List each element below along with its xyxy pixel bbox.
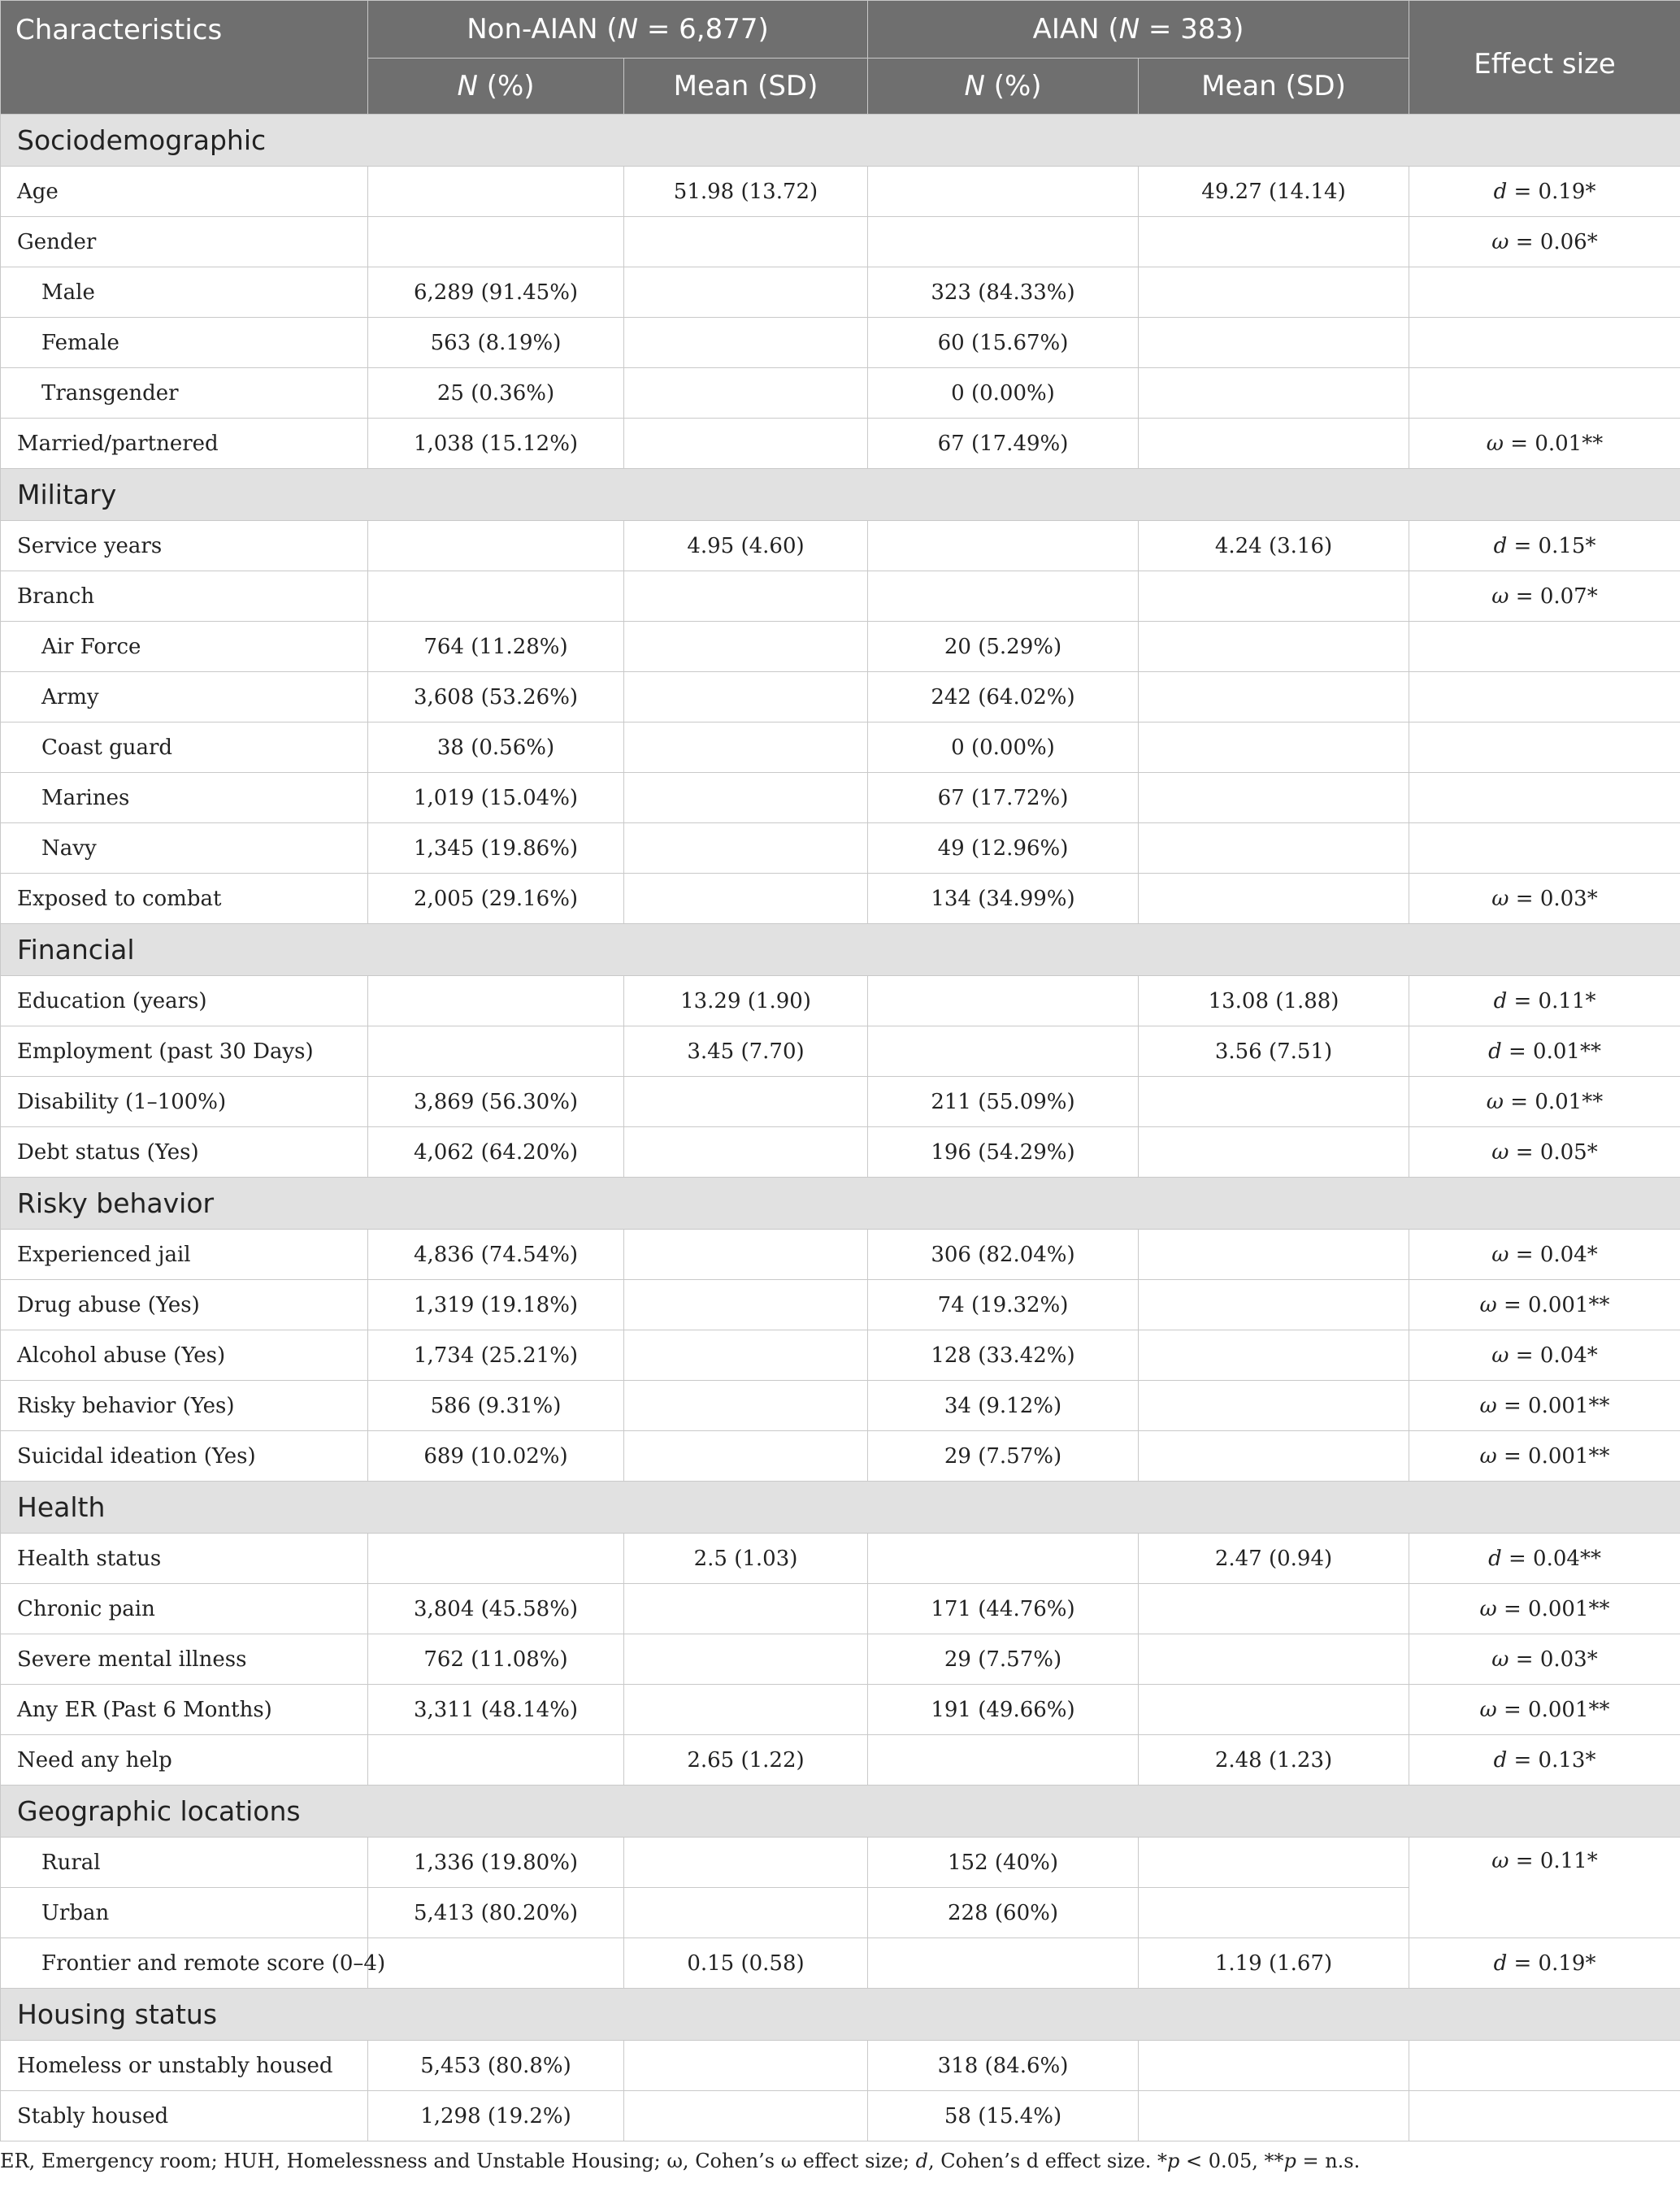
row-label: Homeless or unstably housed <box>1 2041 368 2091</box>
non-aian-n-pct-cell: 2,005 (29.16%) <box>368 874 624 924</box>
aian-mean-sd-cell <box>1139 874 1409 924</box>
aian-mean-sd-cell <box>1139 419 1409 469</box>
row-label: Stably housed <box>1 2091 368 2141</box>
row-label: Gender <box>1 217 368 267</box>
table-row <box>1 1381 1680 1431</box>
non-aian-mean-sd-cell <box>624 823 868 874</box>
section-title: Risky behavior <box>1 1178 1680 1230</box>
aian-mean-sd-cell: 3.56 (7.51) <box>1139 1026 1409 1077</box>
aian-n-pct-cell: 58 (15.4%) <box>868 2091 1139 2141</box>
non-aian-mean-sd-cell <box>624 1127 868 1178</box>
effect-size-cell <box>1409 217 1680 267</box>
effect-symbol: ω <box>1479 1443 1497 1469</box>
aian-mean-sd-cell <box>1139 1127 1409 1178</box>
row-label: Branch <box>1 571 368 622</box>
row-label: Suicidal ideation (Yes) <box>1 1431 368 1482</box>
aian-n-pct-cell <box>868 521 1139 571</box>
effect-size-cell <box>1409 1230 1680 1280</box>
effect-size-cell <box>1409 976 1680 1026</box>
row-label: Air Force <box>1 622 368 672</box>
non-aian-n-pct-cell: 1,345 (19.86%) <box>368 823 624 874</box>
effect-size-cell <box>1409 1431 1680 1482</box>
aian-mean-sd-cell <box>1139 2041 1409 2091</box>
table-row <box>1 1330 1680 1381</box>
effect-size-cell <box>1409 1584 1680 1634</box>
aian-mean-sd-cell <box>1139 217 1409 267</box>
effect-value: = 0.001** <box>1496 1443 1610 1469</box>
row-label: Drug abuse (Yes) <box>1 1280 368 1330</box>
section-title: Geographic locations <box>1 1786 1680 1838</box>
non-aian-mean-sd-cell <box>624 571 868 622</box>
aian-n-pct-cell <box>868 167 1139 217</box>
aian-mean-sd-cell <box>1139 2091 1409 2141</box>
aian-mean-sd-cell <box>1139 1838 1409 1888</box>
effect-symbol: ω <box>1491 1647 1509 1672</box>
section-title: Health <box>1 1482 1680 1534</box>
effect-value: = 0.01** <box>1501 1039 1601 1064</box>
row-label: Frontier and remote score (0–4) <box>1 1938 368 1989</box>
effect-value: = 0.07* <box>1509 584 1598 609</box>
table-row <box>1 419 1680 469</box>
aian-n-pct-cell: 128 (33.42%) <box>868 1330 1139 1381</box>
effect-size-cell <box>1409 1685 1680 1735</box>
non-aian-n-pct-cell <box>368 571 624 622</box>
effect-size-cell <box>1409 1938 1680 1989</box>
non-aian-mean-sd-cell <box>624 1584 868 1634</box>
aian-n-pct-cell: 0 (0.00%) <box>868 722 1139 773</box>
effect-symbol: d <box>1488 1039 1502 1064</box>
section-row <box>1 924 1680 976</box>
non-aian-n-pct-cell: 3,311 (48.14%) <box>368 1685 624 1735</box>
effect-symbol: ω <box>1486 1089 1504 1114</box>
effect-symbol: ω <box>1479 1697 1497 1722</box>
aian-n-pct-cell <box>868 1534 1139 1584</box>
effect-size-cell <box>1409 2091 1680 2141</box>
aian-mean-sd-cell: 2.48 (1.23) <box>1139 1735 1409 1786</box>
aian-mean-sd-cell <box>1139 672 1409 722</box>
effect-value: = 0.001** <box>1496 1596 1610 1621</box>
non-aian-n-pct-cell: 1,019 (15.04%) <box>368 773 624 823</box>
effect-value: = 0.001** <box>1496 1697 1610 1722</box>
effect-size-cell <box>1409 1330 1680 1381</box>
effect-size-cell <box>1409 368 1680 419</box>
non-aian-n-pct-cell: 1,038 (15.12%) <box>368 419 624 469</box>
table-row <box>1 571 1680 622</box>
table-row <box>1 2091 1680 2141</box>
aian-n-pct-cell: 49 (12.96%) <box>868 823 1139 874</box>
effect-size-cell <box>1409 622 1680 672</box>
non-aian-mean-sd-cell: 2.65 (1.22) <box>624 1735 868 1786</box>
non-aian-mean-sd-cell <box>624 1330 868 1381</box>
effect-size-cell <box>1409 1838 1680 1938</box>
aian-mean-sd-cell <box>1139 368 1409 419</box>
header-effect-size: Effect size <box>1409 1 1680 115</box>
aian-mean-sd-cell <box>1139 1584 1409 1634</box>
effect-symbol: ω <box>1491 1139 1509 1165</box>
effect-size-cell <box>1409 672 1680 722</box>
header-non-aian: Non-AIAN (N = 6,877) <box>368 1 868 59</box>
effect-value: = 0.15* <box>1507 533 1596 558</box>
row-label: Debt status (Yes) <box>1 1127 368 1178</box>
header-aian: AIAN (N = 383) <box>868 1 1409 59</box>
non-aian-n-pct-cell <box>368 976 624 1026</box>
table-row <box>1 1735 1680 1786</box>
table-row <box>1 874 1680 924</box>
effect-symbol: d <box>1493 533 1508 558</box>
row-label: Health status <box>1 1534 368 1584</box>
row-label: Any ER (Past 6 Months) <box>1 1685 368 1735</box>
aian-mean-sd-cell <box>1139 267 1409 318</box>
effect-value: = 0.11* <box>1507 988 1596 1013</box>
section-title: Financial <box>1 924 1680 976</box>
table-row <box>1 368 1680 419</box>
non-aian-mean-sd-cell: 13.29 (1.90) <box>624 976 868 1026</box>
effect-symbol: ω <box>1491 229 1509 254</box>
row-label: Service years <box>1 521 368 571</box>
non-aian-n-pct-cell: 1,734 (25.21%) <box>368 1330 624 1381</box>
non-aian-n-pct-cell <box>368 1534 624 1584</box>
aian-mean-sd-cell <box>1139 622 1409 672</box>
table-row <box>1 823 1680 874</box>
section-row <box>1 1178 1680 1230</box>
aian-n-pct-cell <box>868 1026 1139 1077</box>
non-aian-mean-sd-cell <box>624 368 868 419</box>
non-aian-mean-sd-cell <box>624 1077 868 1127</box>
non-aian-n-pct-cell: 3,804 (45.58%) <box>368 1584 624 1634</box>
non-aian-n-pct-cell <box>368 521 624 571</box>
table-body <box>1 115 1680 2141</box>
aian-n-pct-cell: 60 (15.67%) <box>868 318 1139 368</box>
effect-value: = 0.19* <box>1507 179 1596 204</box>
effect-value: = 0.01** <box>1504 1089 1604 1114</box>
effect-symbol: ω <box>1479 1393 1497 1418</box>
non-aian-n-pct-cell <box>368 1938 624 1989</box>
effect-symbol: d <box>1493 179 1508 204</box>
aian-n-pct-cell: 191 (49.66%) <box>868 1685 1139 1735</box>
effect-size-cell <box>1409 1735 1680 1786</box>
aian-mean-sd-cell <box>1139 1381 1409 1431</box>
aian-mean-sd-cell: 1.19 (1.67) <box>1139 1938 1409 1989</box>
table-row <box>1 1634 1680 1685</box>
aian-n-pct-cell: 67 (17.49%) <box>868 419 1139 469</box>
non-aian-n-pct-cell <box>368 1735 624 1786</box>
section-row <box>1 1482 1680 1534</box>
row-label: Urban <box>1 1888 368 1938</box>
non-aian-mean-sd-cell <box>624 419 868 469</box>
non-aian-mean-sd-cell: 0.15 (0.58) <box>624 1938 868 1989</box>
non-aian-mean-sd-cell <box>624 1685 868 1735</box>
aian-mean-sd-cell <box>1139 1330 1409 1381</box>
table-row <box>1 2041 1680 2091</box>
table-row <box>1 267 1680 318</box>
table-row <box>1 167 1680 217</box>
row-label: Coast guard <box>1 722 368 773</box>
section-row <box>1 1786 1680 1838</box>
effect-symbol: ω <box>1479 1292 1497 1317</box>
effect-size-cell <box>1409 571 1680 622</box>
effect-size-cell <box>1409 1534 1680 1584</box>
effect-symbol: ω <box>1491 1242 1509 1267</box>
effect-value: = 0.19* <box>1507 1951 1596 1976</box>
non-aian-n-pct-cell <box>368 1026 624 1077</box>
non-aian-mean-sd-cell <box>624 622 868 672</box>
aian-mean-sd-cell: 2.47 (0.94) <box>1139 1534 1409 1584</box>
non-aian-mean-sd-cell <box>624 2091 868 2141</box>
effect-value: = 0.13* <box>1507 1747 1596 1773</box>
row-label: Alcohol abuse (Yes) <box>1 1330 368 1381</box>
effect-symbol: d <box>1493 988 1508 1013</box>
effect-value: = 0.04* <box>1509 1242 1598 1267</box>
row-label: Severe mental illness <box>1 1634 368 1685</box>
section-title: Sociodemographic <box>1 115 1680 167</box>
effect-symbol: ω <box>1491 1343 1509 1368</box>
aian-mean-sd-cell <box>1139 823 1409 874</box>
table-row <box>1 318 1680 368</box>
section-row <box>1 1989 1680 2041</box>
effect-size-cell <box>1409 1077 1680 1127</box>
non-aian-n-pct-cell: 586 (9.31%) <box>368 1381 624 1431</box>
aian-mean-sd-cell: 13.08 (1.88) <box>1139 976 1409 1026</box>
non-aian-mean-sd-cell <box>624 1431 868 1482</box>
row-label: Experienced jail <box>1 1230 368 1280</box>
effect-size-cell <box>1409 419 1680 469</box>
aian-n-pct-cell: 0 (0.00%) <box>868 368 1139 419</box>
row-label: Male <box>1 267 368 318</box>
table-row <box>1 521 1680 571</box>
aian-mean-sd-cell <box>1139 1280 1409 1330</box>
effect-symbol: ω <box>1479 1596 1497 1621</box>
aian-n-pct-cell: 171 (44.76%) <box>868 1584 1139 1634</box>
non-aian-n-pct-cell: 3,869 (56.30%) <box>368 1077 624 1127</box>
effect-size-cell <box>1409 1026 1680 1077</box>
non-aian-mean-sd-cell <box>624 874 868 924</box>
non-aian-mean-sd-cell <box>624 1230 868 1280</box>
aian-n-pct-cell: 306 (82.04%) <box>868 1230 1139 1280</box>
aian-mean-sd-cell <box>1139 1634 1409 1685</box>
aian-mean-sd-cell: 49.27 (14.14) <box>1139 167 1409 217</box>
row-label: Female <box>1 318 368 368</box>
non-aian-mean-sd-cell <box>624 1280 868 1330</box>
table-row <box>1 622 1680 672</box>
effect-symbol: ω <box>1491 886 1509 911</box>
non-aian-mean-sd-cell <box>624 1888 868 1938</box>
effect-value: = 0.11* <box>1509 1849 1598 1873</box>
aian-n-pct-cell <box>868 976 1139 1026</box>
aian-n-pct-cell: 20 (5.29%) <box>868 622 1139 672</box>
header-non-aian-mean-sd: Mean (SD) <box>624 59 868 115</box>
table-row <box>1 1431 1680 1482</box>
aian-mean-sd-cell <box>1139 318 1409 368</box>
effect-size-cell <box>1409 1127 1680 1178</box>
aian-n-pct-cell: 196 (54.29%) <box>868 1127 1139 1178</box>
non-aian-mean-sd-cell: 51.98 (13.72) <box>624 167 868 217</box>
section-title: Military <box>1 469 1680 521</box>
effect-symbol: ω <box>1486 431 1504 456</box>
header-aian-mean-sd: Mean (SD) <box>1139 59 1409 115</box>
row-label: Risky behavior (Yes) <box>1 1381 368 1431</box>
table-row <box>1 722 1680 773</box>
table-row <box>1 1938 1680 1989</box>
aian-n-pct-cell: 228 (60%) <box>868 1888 1139 1938</box>
non-aian-n-pct-cell: 689 (10.02%) <box>368 1431 624 1482</box>
row-label: Married/partnered <box>1 419 368 469</box>
non-aian-n-pct-cell <box>368 217 624 267</box>
effect-size-cell <box>1409 1634 1680 1685</box>
table-row <box>1 1230 1680 1280</box>
effect-size-cell <box>1409 722 1680 773</box>
aian-mean-sd-cell <box>1139 1431 1409 1482</box>
non-aian-n-pct-cell: 25 (0.36%) <box>368 368 624 419</box>
row-label: Age <box>1 167 368 217</box>
effect-size-cell <box>1409 318 1680 368</box>
effect-size-cell <box>1409 521 1680 571</box>
aian-n-pct-cell: 134 (34.99%) <box>868 874 1139 924</box>
non-aian-mean-sd-cell: 4.95 (4.60) <box>624 521 868 571</box>
aian-n-pct-cell: 74 (19.32%) <box>868 1280 1139 1330</box>
aian-n-pct-cell <box>868 217 1139 267</box>
aian-mean-sd-cell <box>1139 571 1409 622</box>
non-aian-n-pct-cell: 5,413 (80.20%) <box>368 1888 624 1938</box>
aian-mean-sd-cell <box>1139 722 1409 773</box>
table-row <box>1 1685 1680 1735</box>
non-aian-n-pct-cell: 1,336 (19.80%) <box>368 1838 624 1888</box>
aian-mean-sd-cell <box>1139 1888 1409 1938</box>
aian-mean-sd-cell <box>1139 1077 1409 1127</box>
effect-size-cell <box>1409 1381 1680 1431</box>
non-aian-n-pct-cell: 4,836 (74.54%) <box>368 1230 624 1280</box>
aian-n-pct-cell: 29 (7.57%) <box>868 1634 1139 1685</box>
table-footnote: ER, Emergency room; HUH, Homelessness and Unstable Housing; ω, Cohen’s ω effect size; d, Cohen’s d effect size. *p < 0.05, **p = n.s. <box>0 2150 1361 2172</box>
effect-symbol: d <box>1493 1747 1508 1773</box>
row-label: Disability (1–100%) <box>1 1077 368 1127</box>
non-aian-mean-sd-cell <box>624 1634 868 1685</box>
aian-n-pct-cell <box>868 571 1139 622</box>
row-label: Rural <box>1 1838 368 1888</box>
non-aian-n-pct-cell: 3,608 (53.26%) <box>368 672 624 722</box>
non-aian-n-pct-cell: 6,289 (91.45%) <box>368 267 624 318</box>
effect-value: = 0.06* <box>1509 229 1598 254</box>
aian-n-pct-cell <box>868 1938 1139 1989</box>
non-aian-n-pct-cell: 4,062 (64.20%) <box>368 1127 624 1178</box>
table-row <box>1 1584 1680 1634</box>
table-row <box>1 217 1680 267</box>
effect-size-cell <box>1409 2041 1680 2091</box>
effect-size-cell <box>1409 1280 1680 1330</box>
effect-size-cell <box>1409 267 1680 318</box>
aian-n-pct-cell <box>868 1735 1139 1786</box>
aian-mean-sd-cell <box>1139 1685 1409 1735</box>
non-aian-mean-sd-cell: 3.45 (7.70) <box>624 1026 868 1077</box>
table-row <box>1 1280 1680 1330</box>
non-aian-n-pct-cell: 5,453 (80.8%) <box>368 2041 624 2091</box>
aian-mean-sd-cell <box>1139 1230 1409 1280</box>
aian-n-pct-cell: 34 (9.12%) <box>868 1381 1139 1431</box>
non-aian-mean-sd-cell <box>624 773 868 823</box>
row-label: Need any help <box>1 1735 368 1786</box>
aian-n-pct-cell: 67 (17.72%) <box>868 773 1139 823</box>
table-row <box>1 1127 1680 1178</box>
effect-value: = 0.001** <box>1496 1292 1610 1317</box>
effect-symbol: ω <box>1491 1849 1509 1873</box>
row-label: Army <box>1 672 368 722</box>
table-row <box>1 1026 1680 1077</box>
effect-symbol: d <box>1493 1951 1508 1976</box>
table-row <box>1 672 1680 722</box>
non-aian-n-pct-cell <box>368 167 624 217</box>
table-row <box>1 1534 1680 1584</box>
non-aian-n-pct-cell: 38 (0.56%) <box>368 722 624 773</box>
row-label: Education (years) <box>1 976 368 1026</box>
non-aian-mean-sd-cell <box>624 267 868 318</box>
section-title: Housing status <box>1 1989 1680 2041</box>
row-label: Transgender <box>1 368 368 419</box>
non-aian-n-pct-cell: 563 (8.19%) <box>368 318 624 368</box>
effect-symbol: d <box>1488 1546 1502 1571</box>
non-aian-mean-sd-cell <box>624 672 868 722</box>
table-row <box>1 773 1680 823</box>
effect-size-cell <box>1409 167 1680 217</box>
table-row <box>1 976 1680 1026</box>
aian-n-pct-cell: 152 (40%) <box>868 1838 1139 1888</box>
effect-value: = 0.03* <box>1509 886 1598 911</box>
aian-n-pct-cell: 29 (7.57%) <box>868 1431 1139 1482</box>
non-aian-mean-sd-cell <box>624 318 868 368</box>
effect-symbol: ω <box>1491 584 1509 609</box>
aian-n-pct-cell: 318 (84.6%) <box>868 2041 1139 2091</box>
table-row <box>1 1838 1680 1888</box>
aian-mean-sd-cell <box>1139 773 1409 823</box>
effect-value: = 0.04* <box>1509 1343 1598 1368</box>
header-non-aian-n-pct: N (%) <box>368 59 624 115</box>
effect-value: = 0.03* <box>1509 1647 1598 1672</box>
non-aian-mean-sd-cell <box>624 1381 868 1431</box>
non-aian-n-pct-cell: 1,319 (19.18%) <box>368 1280 624 1330</box>
row-label: Marines <box>1 773 368 823</box>
aian-n-pct-cell: 323 (84.33%) <box>868 267 1139 318</box>
effect-size-cell <box>1409 823 1680 874</box>
header-characteristics: Characteristics <box>1 1 368 115</box>
row-label: Navy <box>1 823 368 874</box>
non-aian-n-pct-cell: 762 (11.08%) <box>368 1634 624 1685</box>
section-row <box>1 469 1680 521</box>
table-header <box>1 1 1680 115</box>
effect-size-cell <box>1409 773 1680 823</box>
header-aian-n-pct: N (%) <box>868 59 1139 115</box>
non-aian-mean-sd-cell <box>624 722 868 773</box>
non-aian-mean-sd-cell: 2.5 (1.03) <box>624 1534 868 1584</box>
aian-n-pct-cell: 211 (55.09%) <box>868 1077 1139 1127</box>
aian-n-pct-cell: 242 (64.02%) <box>868 672 1139 722</box>
non-aian-n-pct-cell: 764 (11.28%) <box>368 622 624 672</box>
aian-mean-sd-cell: 4.24 (3.16) <box>1139 521 1409 571</box>
row-label: Exposed to combat <box>1 874 368 924</box>
non-aian-mean-sd-cell <box>624 217 868 267</box>
effect-value: = 0.01** <box>1504 431 1604 456</box>
effect-value: = 0.05* <box>1509 1139 1598 1165</box>
effect-size-cell <box>1409 874 1680 924</box>
non-aian-mean-sd-cell <box>624 2041 868 2091</box>
non-aian-mean-sd-cell <box>624 1838 868 1888</box>
row-label: Chronic pain <box>1 1584 368 1634</box>
effect-value: = 0.04** <box>1501 1546 1601 1571</box>
non-aian-n-pct-cell: 1,298 (19.2%) <box>368 2091 624 2141</box>
row-label: Employment (past 30 Days) <box>1 1026 368 1077</box>
table-row <box>1 1077 1680 1127</box>
effect-value: = 0.001** <box>1496 1393 1610 1418</box>
section-row <box>1 115 1680 167</box>
